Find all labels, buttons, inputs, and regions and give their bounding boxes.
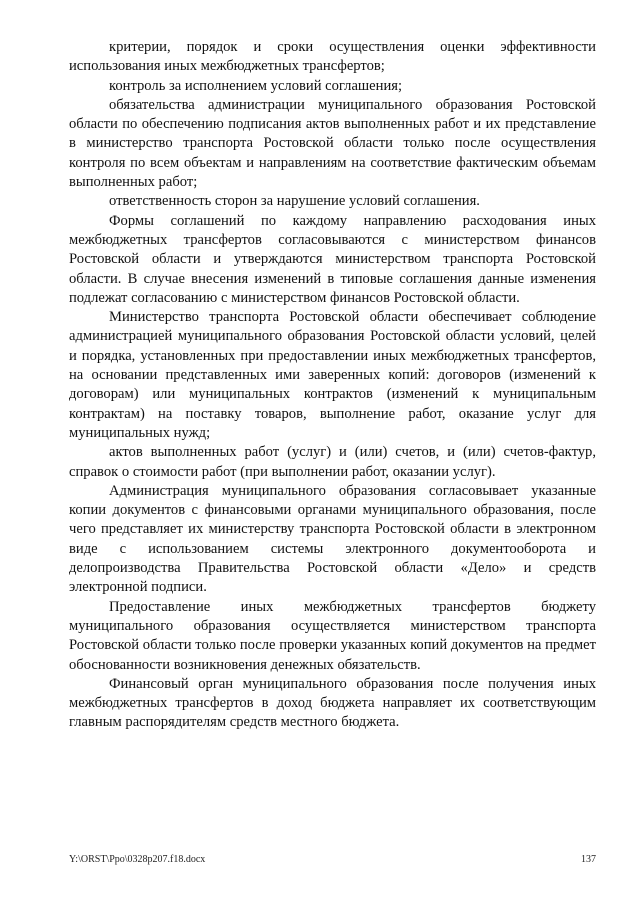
paragraph-criteria: критерии, порядок и сроки осуществления оценки эффективности использования иных межбюджетных трансфертов;	[69, 39, 596, 75]
footer-page-number: 137	[581, 854, 596, 865]
paragraph-financial-body: Финансовый орган муниципального образования после получения иных межбюджетных трансфертов в доход бюджета направляет их соответствующим главным распорядителям средств местного бюджета.	[69, 675, 596, 731]
document-body	[69, 38, 596, 733]
paragraph-provision: Предоставление иных межбюджетных трансфертов бюджету муниципального образования осуществляется министерством транспорта Ростовской области только после проверки указанных копий документов на предмет обоснованности возникновения денежных обязательств.	[69, 598, 596, 673]
page-footer	[69, 854, 596, 866]
paragraph-agreement-forms: Формы соглашений по каждому направлению расходования иных межбюджетных трансфертов согласовываются с министерством финансов Ростовской области и утверждаются министерством транспорта Ростовской области. В случае внесения изменений в типовые соглашения данные изменения подлежат согласованию с министерством финансов Ростовской области.	[69, 212, 596, 306]
paragraph-ministry-compliance: Министерство транспорта Ростовской области обеспечивает соблюдение администрацией муниципального образования Ростовской области условий, целей и порядка, установленных при предоставлении иных межбюджетных трансфертов, на основании представленных ими заверенных копий: договоров (изменений к договорам) или муниципальных контрактов (изменений к муниципальным контрактам) на поставку товаров, выполнение работ, оказание услуг для муниципальных нужд;	[69, 309, 596, 441]
paragraph-responsibility: ответственность сторон за нарушение условий соглашения.	[109, 193, 480, 210]
paragraph-acts: актов выполненных работ (услуг) и (или) счетов, и (или) счетов-фактур, справок о стоимости работ (при выполнении работ, оказании услуг).	[69, 444, 596, 480]
footer-file-path: Y:\ORST\Ppo\0328p207.f18.docx	[69, 854, 206, 865]
paragraph-obligations: обязательства администрации муниципального образования Ростовской области по обеспечению подписания актов выполненных работ и их представление в министерство транспорта Ростовской области только после осуществления контроля по всем объектам и направлениям на соответствие фактическим объемам выполненных работ;	[69, 96, 596, 191]
paragraph-administration-approval: Администрация муниципального образования согласовывает указанные копии документов с финансовыми органами муниципального образования, после чего представляет их министерству транспорта Ростовской области в электронном виде с использованием системы электронного документооборота и делопроизводства Правительства Ростовской области «Дело» и средств электронной подписи.	[69, 482, 596, 596]
paragraph-control: контроль за исполнением условий соглашения;	[109, 77, 403, 94]
